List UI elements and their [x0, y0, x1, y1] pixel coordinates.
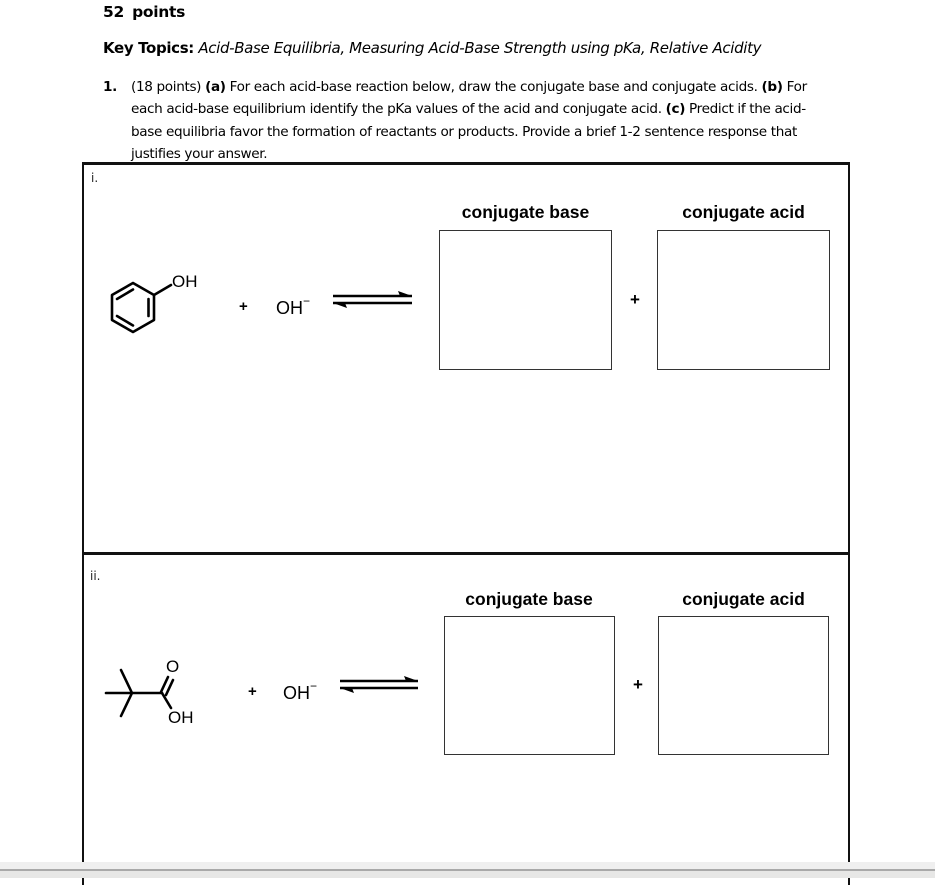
reactant-plus-i: + — [239, 298, 248, 315]
key-topics-value: Acid-Base Equilibria, Measuring Acid-Base Strength using pKa, Relative Acidity — [193, 39, 762, 57]
reaction-label-ii: ii. — [90, 569, 101, 583]
part-a-text: For each acid-base reaction below, draw the conjugate base and conjugate acids. — [225, 79, 762, 95]
viewer-bottom-bar — [0, 862, 935, 878]
part-a-label: (a) — [205, 79, 226, 95]
reactant-plus-ii: + — [248, 683, 257, 700]
carbonyl-o-label: O — [166, 657, 180, 676]
key-topics-label: Key Topics: — [103, 39, 194, 57]
part-b-text: For each acid-base equilibrium identify the pKa values of the acid and conjugate acid. — [131, 79, 807, 118]
hydroxide-i — [276, 296, 310, 319]
question-number: 1. — [103, 79, 117, 95]
hydroxide-label: OH — [276, 298, 303, 318]
equilibrium-arrow-icon — [336, 673, 422, 695]
conjugate-acid-header-i: conjugate acid — [682, 202, 805, 222]
part-c-text: Predict if the acid-base equilibria favor the formation of reactants or products. Provide a brief 1-2 sentence response that justifies your answer. — [131, 101, 806, 162]
conjugate-base-header-i: conjugate base — [461, 202, 590, 222]
product-plus-ii: + — [633, 675, 643, 694]
part-b-label: (b) — [761, 79, 783, 95]
question-1 — [103, 76, 833, 165]
negative-charge: − — [303, 294, 311, 308]
viewer-bottom-edge — [0, 862, 935, 869]
product-plus-i: + — [630, 290, 640, 309]
question-points: (18 points) — [131, 79, 206, 95]
key-topics — [103, 39, 761, 57]
row-divider — [82, 552, 850, 555]
hydroxide-ii — [283, 681, 317, 704]
conjugate-acid-box-ii[interactable] — [658, 616, 829, 755]
pivalic-oh-label: OH — [168, 708, 194, 727]
conjugate-acid-box-i[interactable] — [657, 230, 830, 370]
equilibrium-arrow-icon — [330, 288, 416, 310]
question-prompt — [131, 76, 833, 165]
negative-charge: − — [310, 679, 318, 693]
conjugate-acid-header-ii: conjugate acid — [682, 589, 805, 609]
viewer-bottom-divider — [0, 869, 935, 871]
conjugate-base-header-ii: conjugate base — [465, 589, 593, 609]
part-c-label: (c) — [665, 101, 686, 118]
hydroxide-label: OH — [283, 683, 310, 703]
conjugate-base-box-i[interactable] — [439, 230, 612, 370]
phenol-oh-label: OH — [172, 272, 198, 291]
reaction-label-i: i. — [91, 171, 99, 185]
points-heading: 52 points — [103, 3, 185, 21]
conjugate-base-box-ii[interactable] — [444, 616, 615, 755]
